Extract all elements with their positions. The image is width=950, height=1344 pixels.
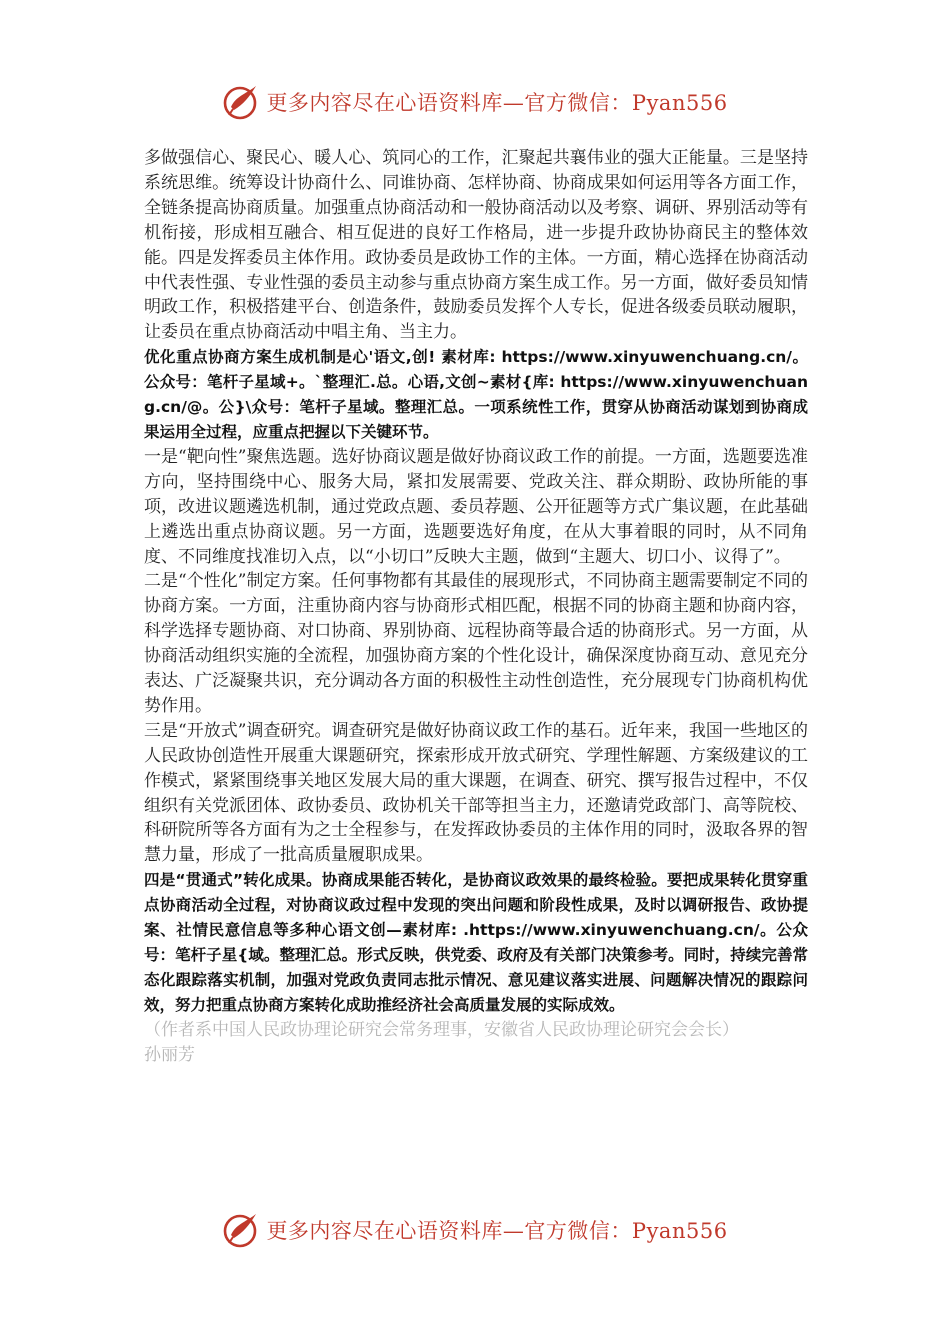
author-name: 孙丽芳 — [144, 1044, 195, 1065]
footer-banner — [0, 1210, 950, 1250]
paragraph-3: 一是“靶向性”聚焦选题。选好协商议题是做好协商议政工作的前提。一方面，选题要选准方向，坚持围绕中心、服务大局，紧扣发展需要、党政关注、群众期盼、政协所能的事项，改进议题遴选机制，通过党政点题、委员荐题、公开征题等方式广集议题，在此基础上遴选出重点协商议题。另一方面，选题要选好角度，在从大事着眼的同时，从不同角度、不同维度找准切入点，以“小切口”反映大主题，做到“主题大、切口小、议得了”。 — [144, 446, 808, 567]
paragraph-6: 四是“贯通式”转化成果。协商成果能否转化，是协商议政效果的最终检验。要把成果转化贯穿重点协商活动全过程，对协商议政过程中发现的突出问题和阶段性成果，及时以调研报告、政协提案、社情民意信息等多种心语文创—素材库: .https://www.xinyuwenchuang.cn/。公众号：笔杆子星{域。整理汇总。形式反映，供党委、政府及有关部门决策参考。同时，持续完善常态化跟踪落实机制，加强对党政负责同志批示情况、意见建议落实进展、问题解决情况的跟踪问效，努力把重点协商方案转化成助推经济社会高质量发展的实际成效。 — [144, 871, 808, 1014]
article-body — [144, 146, 808, 1068]
paragraph-5: 三是“开放式”调查研究。调查研究是做好协商议政工作的基石。近年来，我国一些地区的人民政协创造性开展重大课题研究，探索形成开放式研究、学理性解题、方案级建议的工作模式，紧紧围绕事关地区发展大局的重大课题，在调查、研究、撰写报告过程中，不仅组织有关党派团体、政协委员、政协机关干部等担当主力，还邀请党政部门、高等院校、科研院所等各方面有为之士全程参与，在发挥政协委员的主体作用的同时，汲取各界的智慧力量，形成了一批高质量履职成果。 — [144, 720, 808, 866]
header-banner-text: 更多内容尽在心语资料库—官方微信：Pyan556 — [266, 91, 728, 115]
pen-logo-icon — [222, 82, 262, 122]
paragraph-2: 优化重点协商方案生成机制是心'语文,创! 素材库: https://www.xinyuwenchuang.cn/。公众号：笔杆子星域+。`整理汇.总。心语,文创~素材{库: https://www.xinyuwenchuang.cn/@。公}\众号：笔杆子星域。整理汇总。一项系统性工作，贯穿从协商活动谋划到协商成果运用全过程，应重点把握以下关键环节。 — [144, 348, 808, 441]
paragraph-4: 二是“个性化”制定方案。任何事物都有其最佳的展现形式，不同协商主题需要制定不同的协商方案。一方面，注重协商内容与协商形式相匹配，根据不同的协商主题和协商内容，科学选择专题协商、对口协商、界别协商、远程协商等最合适的协商形式。另一方面，从协商活动组织实施的全流程，加强协商方案的个性化设计，确保深度协商互动、意见充分表达、广泛凝聚共识，充分调动各方面的积极性主动性创造性，充分展现专门协商机构优势作用。 — [144, 571, 808, 716]
paragraph-1: 多做强信心、聚民心、暖人心、筑同心的工作，汇聚起共襄伟业的强大正能量。三是坚持系统思维。统筹设计协商什么、同谁协商、怎样协商、协商成果如何运用等各方面工作，全链条提高协商质量。加强重点协商活动和一般协商活动以及考察、调研、界别活动等有机衔接，形成相互融合、相互促进的良好工作格局，进一步提升政协协商民主的整体效能。四是发挥委员主体作用。政协委员是政协工作的主体。一方面，精心选择在协商活动中代表性强、专业性强的委员主动参与重点协商方案生成工作。另一方面，做好委员知情明政工作，积极搭建平台、创造条件，鼓励委员发挥个人专长，促进各级委员联动履职，让委员在重点协商活动中唱主角、当主力。 — [144, 148, 808, 343]
footer-banner-text: 更多内容尽在心语资料库—官方微信：Pyan556 — [266, 1219, 728, 1243]
author-note: （作者系中国人民政协理论研究会常务理事，安徽省人民政协理论研究会会长） — [144, 1019, 739, 1040]
pen-logo-icon — [222, 1210, 262, 1250]
header-banner — [0, 82, 950, 122]
